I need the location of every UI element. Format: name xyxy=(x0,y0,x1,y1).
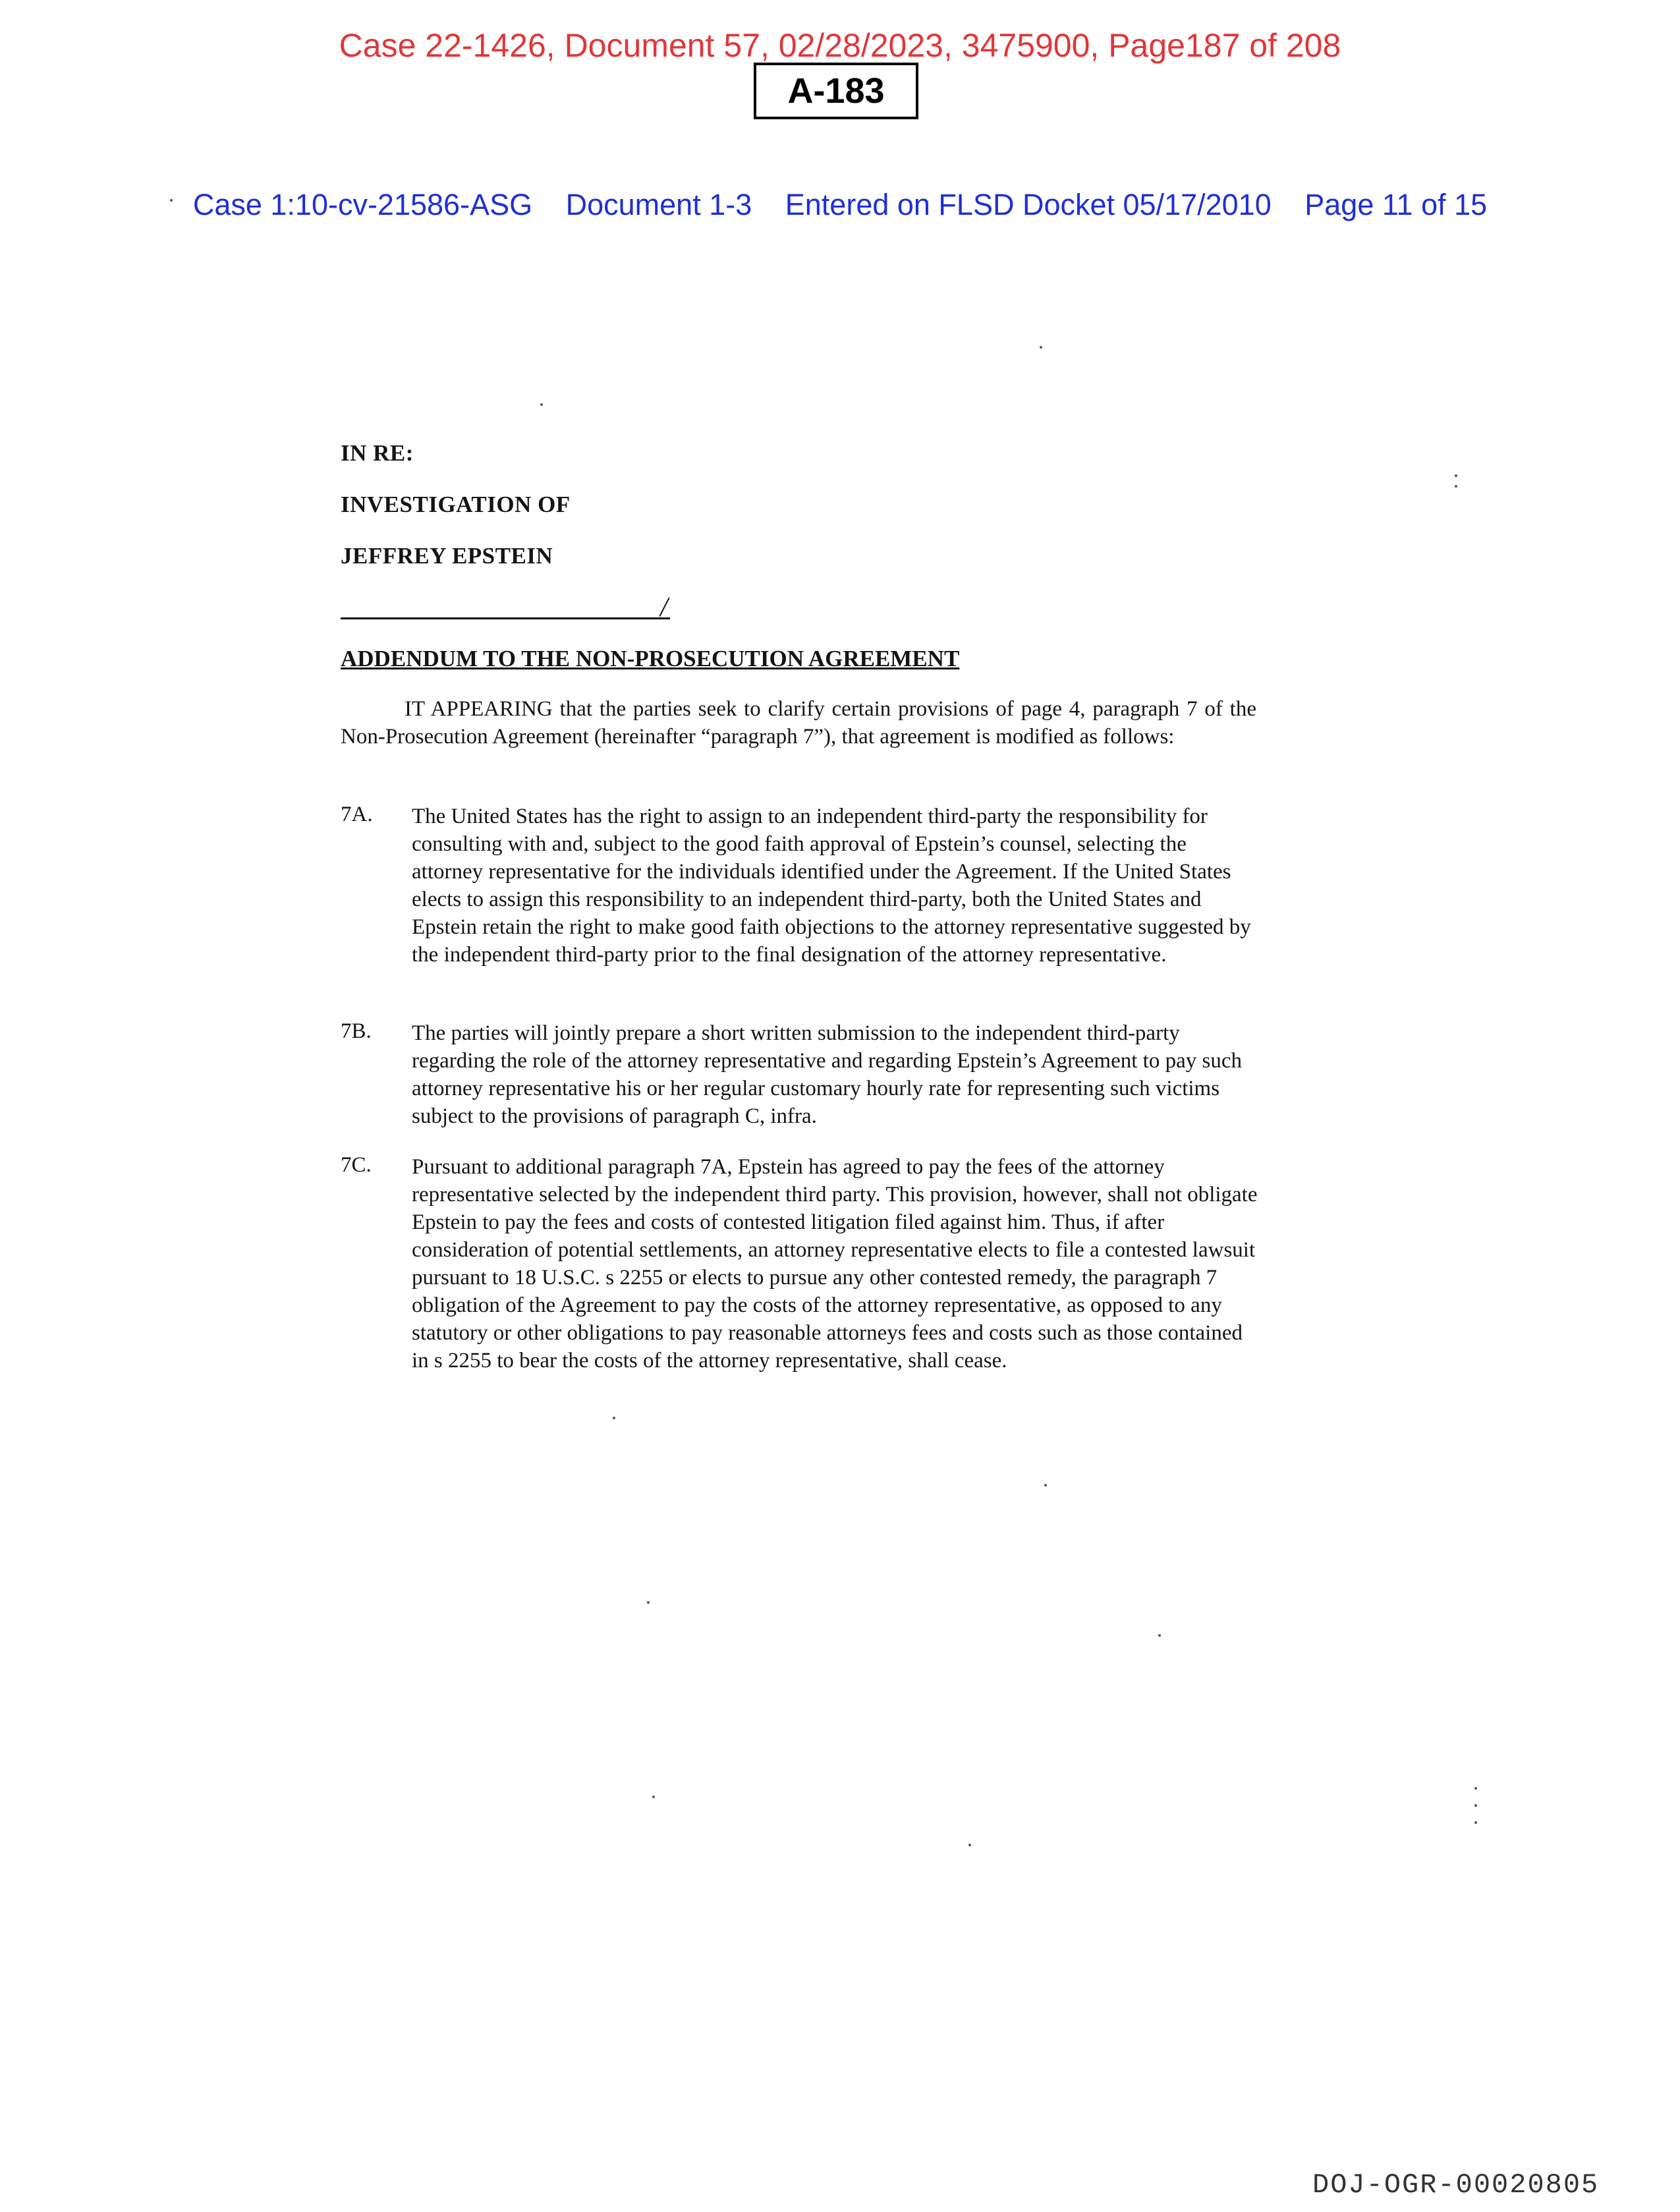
scan-speck xyxy=(1158,1634,1161,1637)
item-7a-number: 7A. xyxy=(341,803,373,826)
scan-speck xyxy=(968,1844,971,1846)
scan-speck xyxy=(1455,474,1457,477)
caption-slash: / xyxy=(660,592,668,623)
document-number: Document 1-3 xyxy=(565,188,752,221)
document-title: ADDENDUM TO THE NON-PROSECUTION AGREEMENT xyxy=(341,646,960,671)
scan-speck xyxy=(1044,1484,1047,1487)
caption-subject: JEFFREY EPSTEIN xyxy=(341,543,553,569)
item-7c-number: 7C. xyxy=(341,1153,372,1177)
item-7a-text: The United States has the right to assign to an independent third-party the responsibility for consulting with and, subject to the good faith approval of Epstein’s counsel, selecting the attorney representative for the individuals identified under the Agreement. If the United States elects to assign this responsibility to an independent third-party, both the United States and Epstein retain the right to make good faith objections to the attorney representative suggested by the independent third-party prior to the final designation of the attorney representative. xyxy=(412,805,1251,967)
scan-speck xyxy=(647,1601,650,1604)
scan-speck xyxy=(1040,346,1042,349)
scan-speck xyxy=(1474,1787,1477,1790)
item-7c-text: Pursuant to additional paragraph 7A, Epstein has agreed to pay the fees of the attorney representative selected by the independent third party. This provision, however, shall not obligate Epstein to pay the fees and costs of contested litigation filed against him. Thus, if after consideration of potential settlements, an attorney representative elects to file a contested lawsuit pursuant to 18 U.S.C. s 2255 or elects to pursue any other contested remedy, the paragraph 7 obligation of the Agreement to pay the costs of the attorney representative, as opposed to any statutory or other obligations to pay reasonable attorneys fees and costs such as those contained in s 2255 to bear the costs of the attorney representative, shall cease. xyxy=(412,1155,1258,1373)
item-7b-number: 7B. xyxy=(341,1019,372,1043)
page-indicator: Page 11 of 15 xyxy=(1304,188,1488,221)
exhibit-number-box: A-183 xyxy=(754,63,918,119)
docket-entry: Entered on FLSD Docket 05/17/2010 xyxy=(785,188,1272,221)
item-7b-text: The parties will jointly prepare a short written submission to the independent third-party regarding the role of the attorney representative and regarding Epstein’s Agreement to pay such attorney representative his or her regular customary hourly rate for representing such victims subject to the provisions of paragraph C, infra. xyxy=(412,1021,1242,1128)
appellate-stamp-line: Case 22-1426, Document 57, 02/28/2023, 3475900, Page187 of 208 xyxy=(339,27,1341,64)
scan-speck xyxy=(613,1417,615,1419)
scan-speck xyxy=(170,199,173,202)
scan-speck xyxy=(1455,485,1457,488)
intro-paragraph: IT APPEARING that the parties seek to clarify certain provisions of page 4, paragraph 7 of the Non-Prosecution Agreement (hereinafter “paragraph 7”), that agreement is modified as follows: xyxy=(341,697,1256,749)
caption-investigation: INVESTIGATION OF xyxy=(341,492,571,517)
case-number: Case 1:10-cv-21586-ASG xyxy=(192,188,533,221)
scan-speck xyxy=(540,403,543,406)
scan-speck xyxy=(1474,1804,1477,1807)
bates-number: DOJ-OGR-00020805 xyxy=(1312,2169,1600,2201)
caption-in-re: IN RE: xyxy=(341,440,414,466)
scan-speck xyxy=(652,1796,655,1798)
scan-speck xyxy=(1474,1821,1477,1824)
court-filing-header xyxy=(0,188,1680,222)
caption-rule xyxy=(341,617,670,619)
